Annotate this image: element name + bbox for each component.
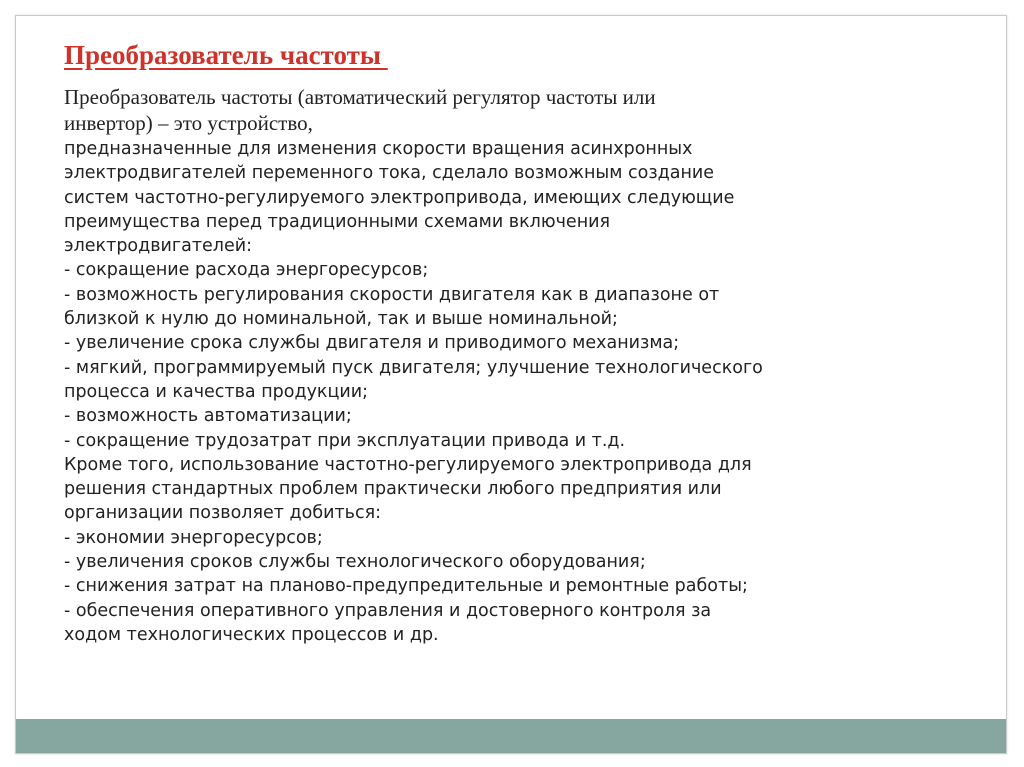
body-line: систем частотно-регулируемого электропривода, имеющих следующие <box>64 187 735 208</box>
list-item: - экономии энергоресурсов; <box>64 527 323 548</box>
list-item: - увеличения сроков службы технологического оборудования; <box>64 552 646 573</box>
list-item-continuation: близкой к нулю до номинальной, так и выше номинальной; <box>64 309 618 330</box>
body-text <box>64 137 994 647</box>
intro-line: Преобразователь частоты (автоматический регулятор частоты или <box>64 85 656 109</box>
list-item: - возможность регулирования скорости двигателя как в диапазоне от <box>64 284 720 305</box>
body-line: организации позволяет добиться: <box>64 503 382 524</box>
list-item-continuation: процесса и качества продукции; <box>64 381 369 402</box>
intro-line: инвертор) – это устройство, <box>64 111 313 135</box>
list-item: - увеличение срока службы двигателя и приводимого механизма; <box>64 333 680 354</box>
body-line: решения стандартных проблем практически любого предприятия или <box>64 479 722 500</box>
list-item: - сокращение расхода энергоресурсов; <box>64 260 429 281</box>
body-line: электродвигателей переменного тока, сделало возможным создание <box>64 163 715 184</box>
list-item-continuation: ходом технологических процессов и др. <box>64 624 439 645</box>
list-item: - обеспечения оперативного управления и достоверного контроля за <box>64 600 712 621</box>
slide-title: Преобразователь частоты <box>64 40 388 70</box>
body-line: предназначенные для изменения скорости вращения асинхронных <box>64 139 693 159</box>
list-item: - мягкий, программируемый пуск двигателя; улучшение технологического <box>64 357 763 378</box>
footer-band <box>16 719 1006 753</box>
body-line: преимущества перед традиционными схемами включения <box>64 211 611 232</box>
list-item: - снижения затрат на планово-предупредительные и ремонтные работы; <box>64 576 748 597</box>
body-line: электродвигателей: <box>64 236 253 257</box>
list-item: - сокращение трудозатрат при эксплуатации привода и т.д. <box>64 430 626 451</box>
list-item: - возможность автоматизации; <box>64 406 352 427</box>
body-line: Кроме того, использование частотно-регулируемого электропривода для <box>64 454 752 475</box>
intro-paragraph <box>64 84 964 136</box>
slide <box>15 15 1007 754</box>
